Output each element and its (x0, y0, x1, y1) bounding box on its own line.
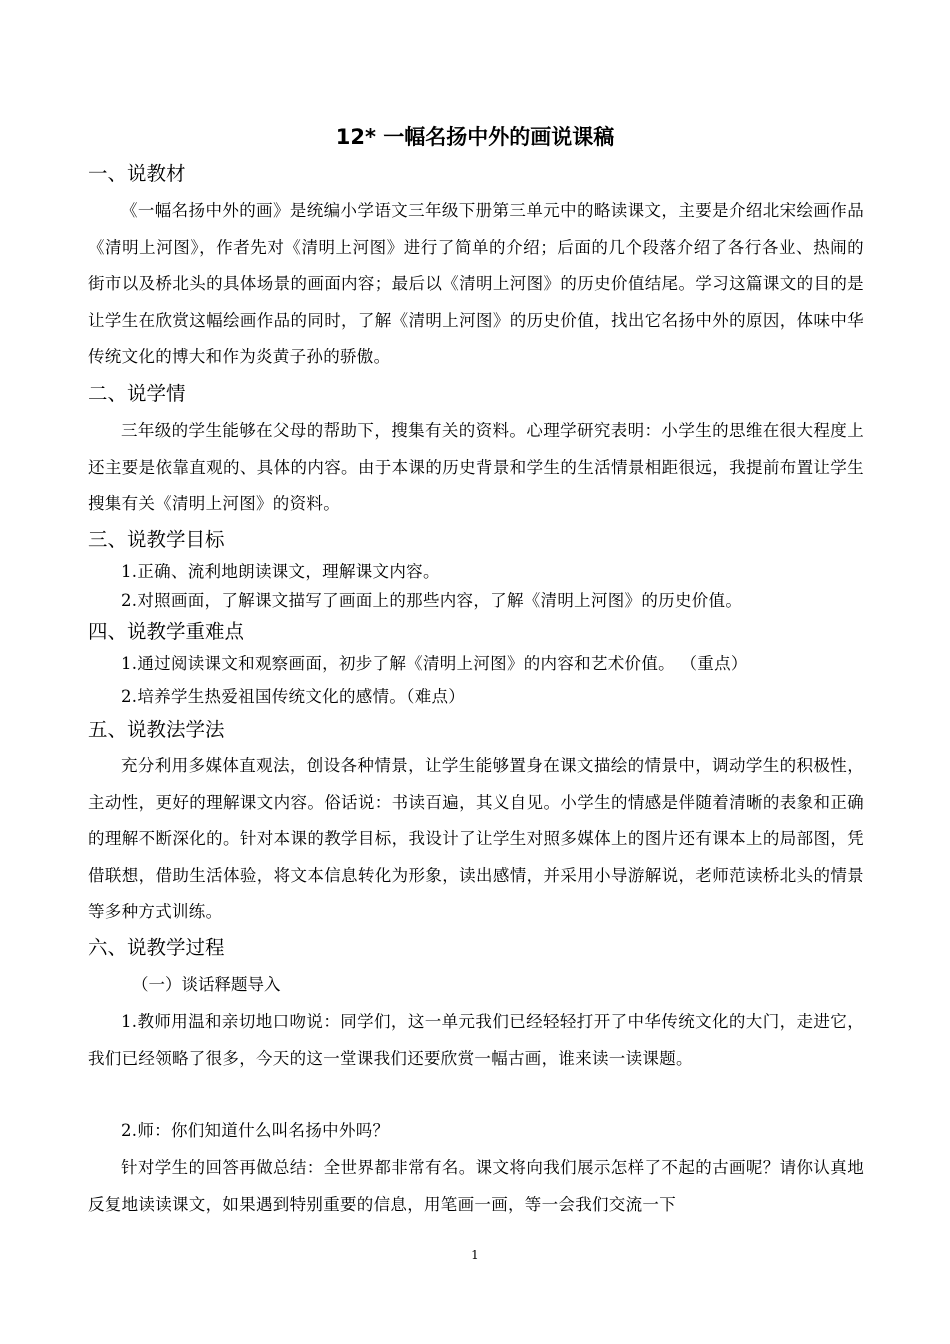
subsection-heading-intro: （一）谈话释题导入 (132, 975, 281, 994)
section-heading-methods: 五、说教法学法 (88, 718, 225, 741)
paragraph-student-analysis: 三年级的学生能够在父母的帮助下，搜集有关的资料。心理学研究表明：小学生的思维在很大程度上还主要是依靠直观的、具体的内容。由于本课的历史背景和学生的生活情景相距很远，我提前布置让学生搜集有关《清明上河图》的资料。 (88, 421, 864, 513)
paragraph-textbook: 《一幅名扬中外的画》是统编小学语文三年级下册第三单元中的略读课文，主要是介绍北宋绘画作品《清明上河图》，作者先对《清明上河图》进行了简单的介绍；后面的几个段落介绍了各行各业、热闹的街市以及桥北头的具体场景的画面内容；最后以《清明上河图》的历史价值结尾。学习这篇课文的目的是让学生在欣赏这幅绘画作品的同时，了解《清明上河图》的历史价值，找出它名扬中外的原因，体味中华传统文化的博大和作为炎黄子孙的骄傲。 (88, 201, 864, 366)
section-heading-key-points: 四、说教学重难点 (88, 620, 245, 643)
key-point-item: 1.通过阅读课文和观察画面，初步了解《清明上河图》的内容和艺术价值。 （重点） (121, 654, 748, 673)
section-heading-textbook: 一、说教材 (88, 162, 186, 185)
page-number: 1 (471, 1248, 479, 1262)
goal-item: 2.对照画面，了解课文描写了画面上的那些内容，了解《清明上河图》的历史价值。 (121, 591, 743, 610)
paragraph-process-2: 2.师：你们知道什么叫名扬中外吗？ (121, 1121, 390, 1140)
section-heading-student-analysis: 二、说学情 (88, 382, 186, 405)
paragraph-process-1: 1.教师用温和亲切地口吻说：同学们，这一单元我们已经轻轻打开了中华传统文化的大门，走进它，我们已经领略了很多，今天的这一堂课我们还要欣赏一幅古画，谁来读一读课题。 (88, 1012, 864, 1068)
section-heading-teaching-process: 六、说教学过程 (88, 936, 225, 959)
goal-item: 1.正确、流利地朗读课文，理解课文内容。 (121, 562, 440, 581)
paragraph-process-3: 针对学生的回答再做总结：全世界都非常有名。课文将向我们展示怎样了不起的古画呢？请你认真地反复地读读课文，如果遇到特别重要的信息，用笔画一画，等一会我们交流一下 (88, 1158, 864, 1214)
key-point-item: 2.培养学生热爱祖国传统文化的感情。（难点） (121, 687, 466, 706)
document-title: 12* 一幅名扬中外的画说课稿 (335, 125, 615, 149)
paragraph-methods: 充分利用多媒体直观法，创设各种情景，让学生能够置身在课文描绘的情景中，调动学生的积极性，主动性，更好的理解课文内容。俗话说：书读百遍，其义自见。小学生的情感是伴随着清晰的表象和正确的理解不断深化的。针对本课的教学目标，我设计了让学生对照多媒体上的图片还有课本上的局部图，凭借联想，借助生活体验，将文本信息转化为形象，读出感情，并采用小导游解说，老师范读桥北头的情景等多种方式训练。 (88, 756, 864, 921)
section-heading-teaching-goals: 三、说教学目标 (88, 528, 225, 551)
